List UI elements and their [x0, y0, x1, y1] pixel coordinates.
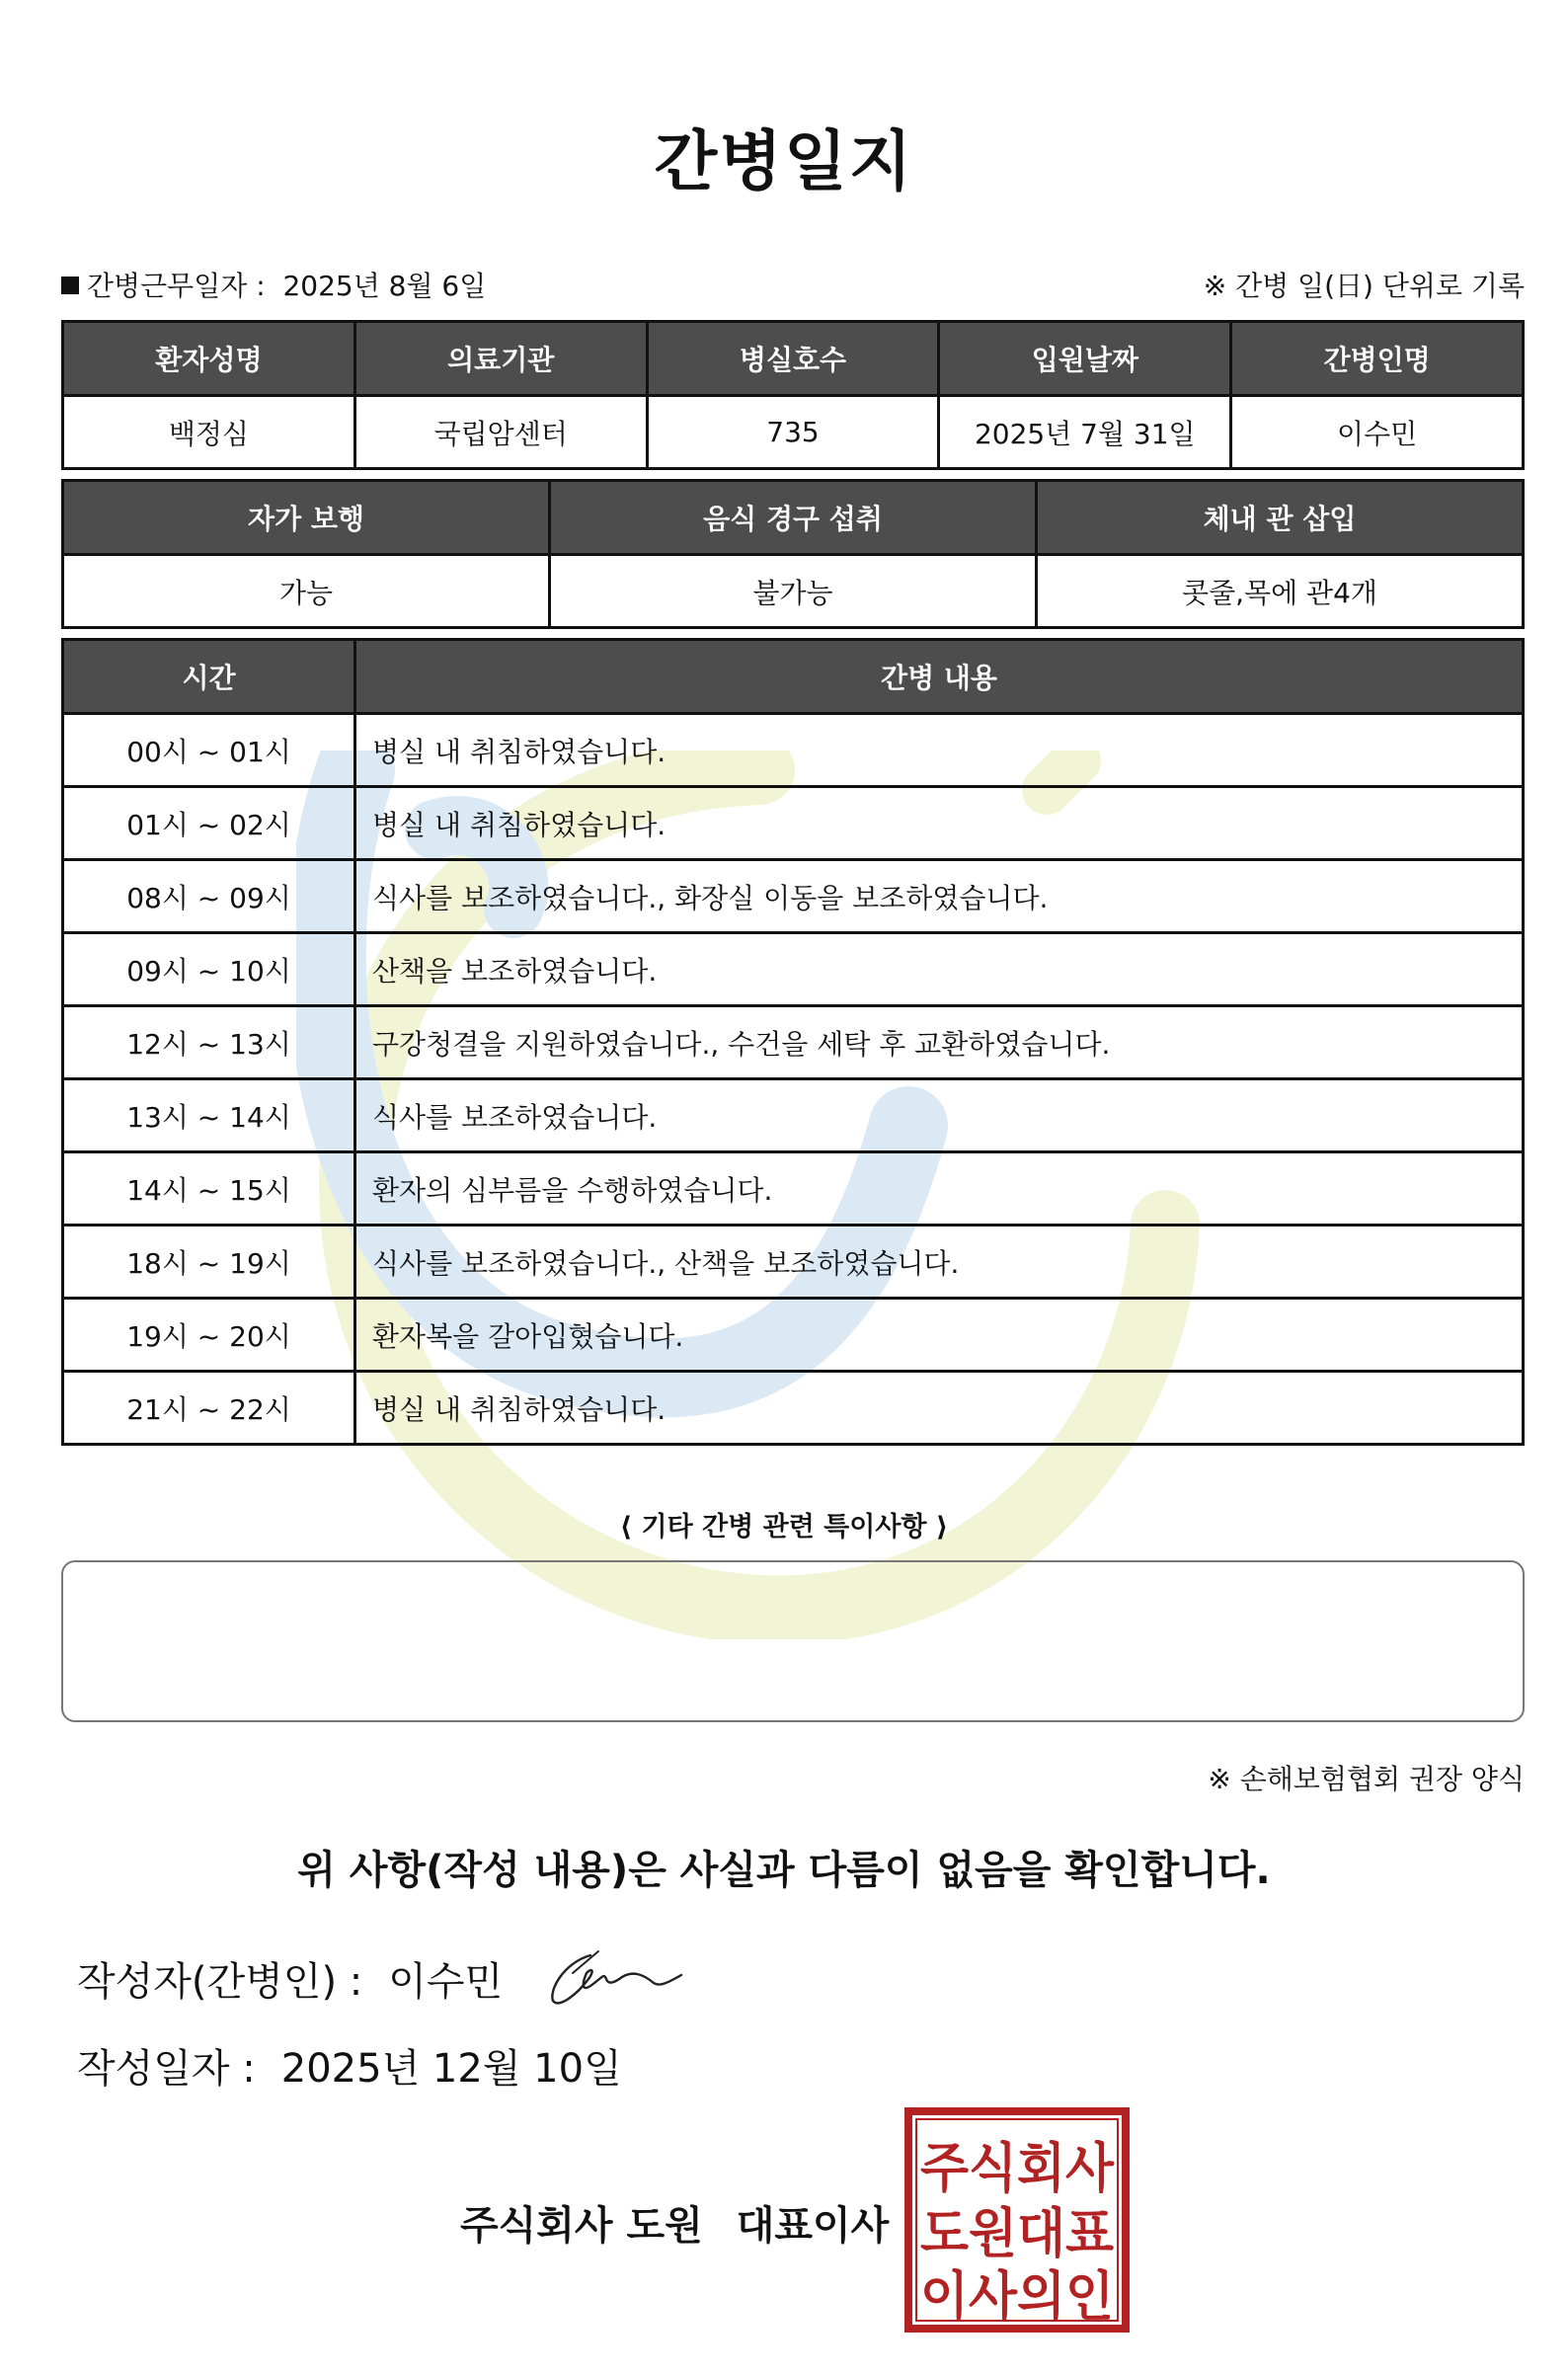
confirmation-statement: 위 사항(작성 내용)은 사실과 다름이 없음을 확인합니다. [297, 1848, 1271, 1893]
header-room-number: 병실호수 [647, 322, 939, 396]
care-log-table [61, 638, 1525, 1446]
patient-info-table [61, 320, 1525, 470]
log-time: 01시 ~ 02시 [63, 787, 355, 860]
svg-text:주식회사: 주식회사 [920, 2137, 1115, 2199]
table-header-row [63, 481, 1524, 555]
hospital: 국립암센터 [354, 396, 647, 469]
work-date [61, 265, 486, 304]
log-content: 병실 내 취침하였습니다. [355, 787, 1524, 860]
company-ceo-title: 대표이사 [736, 2203, 890, 2249]
company-name: 주식회사 도원 [460, 2203, 703, 2249]
caregiver-name: 이수민 [1231, 396, 1524, 469]
table-row [63, 1006, 1524, 1079]
log-time: 13시 ~ 14시 [63, 1079, 355, 1152]
header-care-content: 간병 내용 [355, 640, 1524, 714]
table-row [63, 396, 1524, 469]
writer-name: 이수민 [388, 1959, 504, 2005]
table-row [63, 1152, 1524, 1226]
record-note: ※ 간병 일(日) 단위로 기록 [1203, 270, 1525, 302]
table-header-row [63, 640, 1524, 714]
notes-title: ⟨ 기타 간병 관련 특이사항 ⟩ [619, 1512, 949, 1543]
self-walking: 가능 [63, 555, 550, 628]
log-time: 00시 ~ 01시 [63, 714, 355, 787]
room-number: 735 [647, 396, 939, 469]
log-content: 구강청결을 지원하였습니다., 수건을 세탁 후 교환하였습니다. [355, 1006, 1524, 1079]
table-row [63, 1226, 1524, 1299]
log-time: 19시 ~ 20시 [63, 1299, 355, 1372]
log-content: 환자복을 갈아입혔습니다. [355, 1299, 1524, 1372]
work-date-value: 2025년 8월 6일 [282, 270, 487, 302]
log-content: 병실 내 취침하였습니다. [355, 1372, 1524, 1445]
written-date-value: 2025년 12월 10일 [280, 2046, 622, 2092]
table-row [63, 1079, 1524, 1152]
header-time: 시간 [63, 640, 355, 714]
table-row [63, 555, 1524, 628]
recommend-note: ※ 손해보험협회 권장 양식 [1208, 1763, 1525, 1795]
table-row [63, 933, 1524, 1006]
log-content: 환자의 심부름을 수행하였습니다. [355, 1152, 1524, 1226]
company-seal-image [904, 2107, 1130, 2333]
written-date-line [77, 2037, 622, 2094]
patient-name: 백정심 [63, 396, 355, 469]
table-row [63, 714, 1524, 787]
header-patient-name: 환자성명 [63, 322, 355, 396]
table-row [63, 1299, 1524, 1372]
log-content: 산책을 보조하였습니다. [355, 933, 1524, 1006]
header-self-walking: 자가 보행 [63, 481, 550, 555]
table-row [63, 860, 1524, 933]
tube-insertion: 콧줄,목에 관4개 [1037, 555, 1524, 628]
oral-intake: 불가능 [550, 555, 1037, 628]
signature-image [543, 1943, 691, 2013]
header-caregiver-name: 간병인명 [1231, 322, 1524, 396]
header-tube-insertion: 체내 관 삽입 [1037, 481, 1524, 555]
header-admission-date: 입원날짜 [939, 322, 1231, 396]
svg-text:이사의인: 이사의인 [920, 2265, 1114, 2328]
log-content: 식사를 보조하였습니다., 화장실 이동을 보조하였습니다. [355, 860, 1524, 933]
log-time: 21시 ~ 22시 [63, 1372, 355, 1445]
written-date-label: 작성일자 : [77, 2046, 256, 2092]
log-time: 18시 ~ 19시 [63, 1226, 355, 1299]
work-date-label: 간병근무일자 : [87, 270, 266, 302]
svg-text:도원대표: 도원대표 [920, 2202, 1114, 2264]
log-time: 08시 ~ 09시 [63, 860, 355, 933]
log-content: 병실 내 취침하였습니다. [355, 714, 1524, 787]
header-hospital: 의료기관 [354, 322, 647, 396]
table-row [63, 787, 1524, 860]
log-content: 식사를 보조하였습니다. [355, 1079, 1524, 1152]
log-content: 식사를 보조하였습니다., 산책을 보조하였습니다. [355, 1226, 1524, 1299]
log-time: 12시 ~ 13시 [63, 1006, 355, 1079]
writer-label: 작성자(간병인) : [77, 1959, 363, 2005]
table-row [63, 1372, 1524, 1445]
square-bullet-icon [61, 277, 79, 294]
notes-box[interactable] [61, 1560, 1525, 1722]
writer-line [77, 1950, 503, 2007]
log-time: 09시 ~ 10시 [63, 933, 355, 1006]
notes-content [63, 1562, 1523, 1594]
log-time: 14시 ~ 15시 [63, 1152, 355, 1226]
header-oral-intake: 음식 경구 섭취 [550, 481, 1037, 555]
document-title: 간병일지 [654, 123, 914, 199]
table-header-row [63, 322, 1524, 396]
info-row [61, 265, 1525, 304]
company-line [460, 2194, 889, 2251]
patient-status-table [61, 479, 1525, 629]
admission-date: 2025년 7월 31일 [939, 396, 1231, 469]
